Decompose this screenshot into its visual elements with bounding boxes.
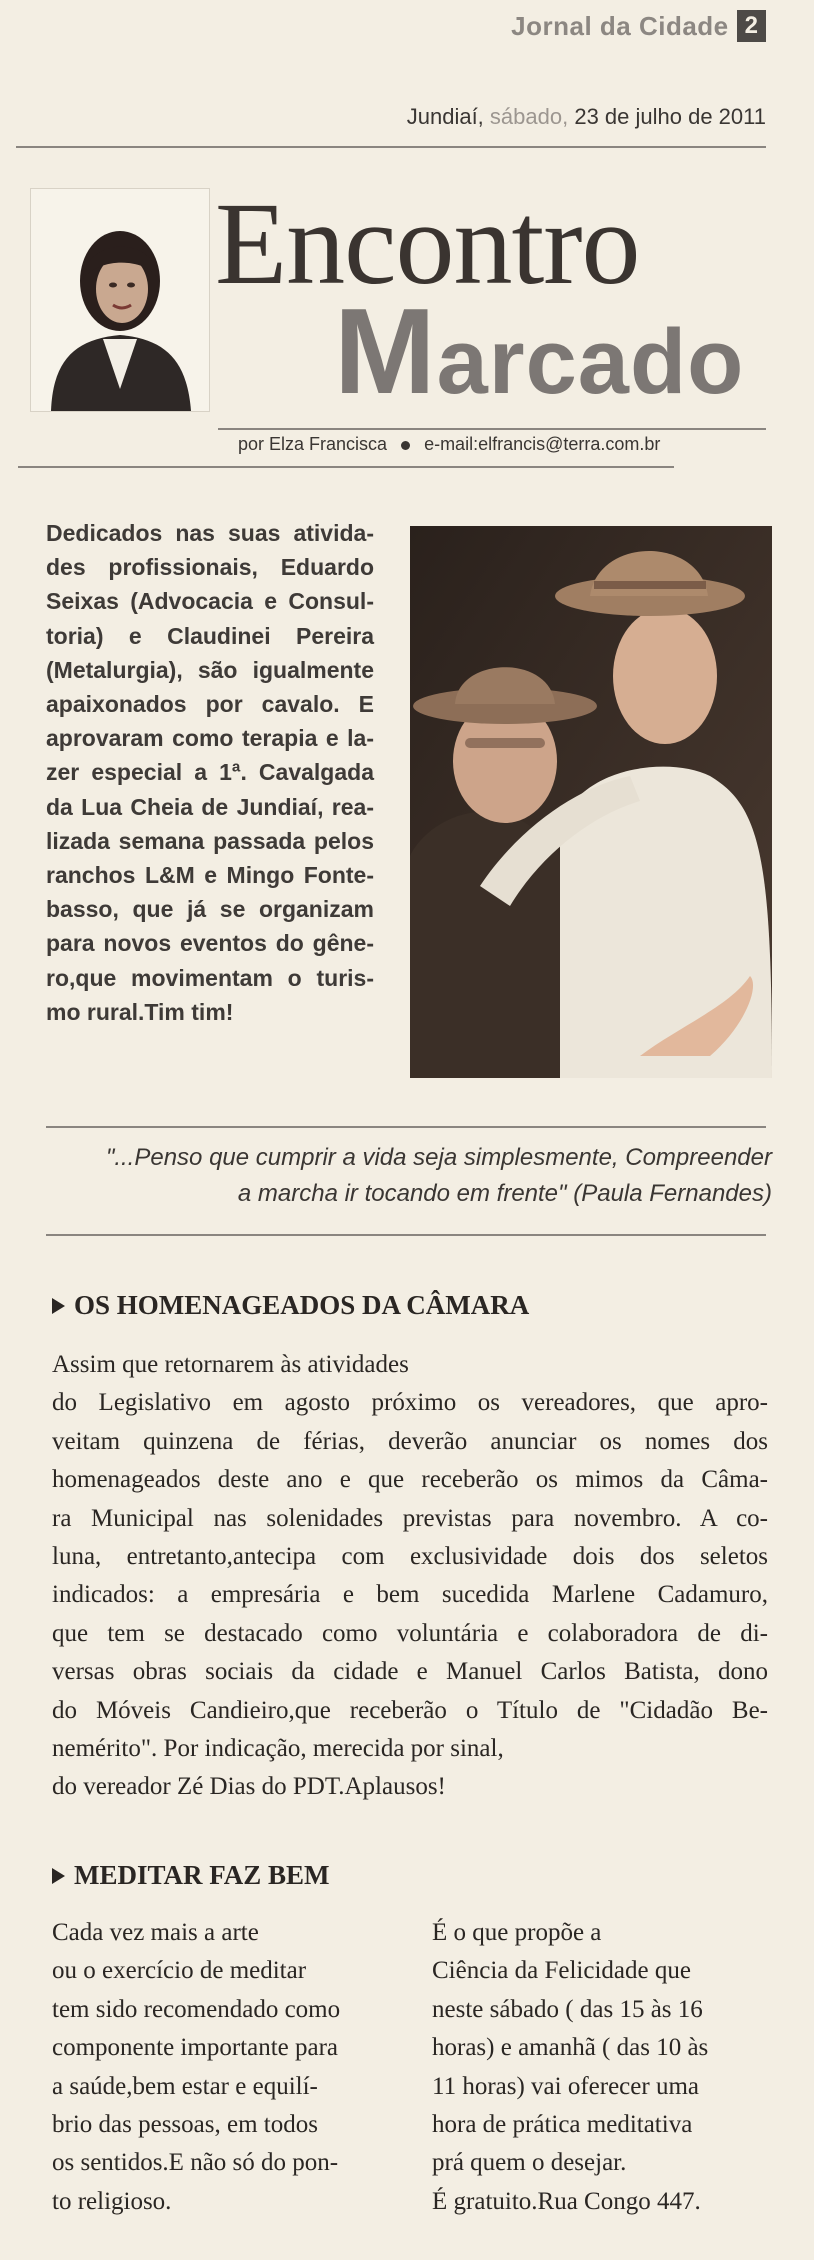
body-line: versas obras sociais da cidade e Manuel Carlos Batista, dono [52,1658,768,1686]
lead-line: para novos eventos do gêne- [46,930,374,957]
body-line: que tem se destacado como voluntária e colaboradora de di- [52,1619,768,1647]
body-line: do Legislativo em agosto próximo os vereadores, que apro- [52,1389,768,1417]
lead-line: Dedicados nas suas ativida- [46,520,374,546]
triangle-bullet-icon [52,1298,65,1314]
body-line: ou o exercício de meditar [52,1957,307,1985]
author-photo [30,188,210,412]
body-line: 11 horas) vai oferecer uma [432,2072,699,2100]
author-portrait-image [31,189,209,411]
lead-line: lizada semana passada pelos [46,827,374,854]
body-line: É gratuito.Rua Congo 447. [432,2187,701,2215]
byline-email[interactable]: e-mail:elfrancis@terra.com.br [424,434,661,454]
section-homenageados-body [52,1346,768,1807]
lead-line: basso, que já se organizam [46,896,374,923]
body-line: prá quem o desejar. [432,2149,627,2177]
dateline [407,104,766,130]
lead-line: ranchos L&M e Mingo Fonte- [46,862,374,889]
bullet-dot-icon [401,441,410,450]
lead-line: apaixonados por cavalo. E [46,691,374,718]
body-line: Assim que retornarem às atividades [52,1351,409,1378]
body-line: É o que propõe a [432,1919,602,1946]
quote-line-1: "...Penso que cumprir a vida seja simplesmente, Compreender [105,1144,772,1171]
column-title-encontro: Encontro [215,178,640,309]
body-line: neste sábado ( das 15 às 16 [432,1995,703,2023]
body-line: horas) e amanhã ( das 10 às [432,2034,709,2062]
body-line: tem sido recomendado como [52,1995,341,2023]
lead-line: toria) e Claudinei Pereira [46,622,374,649]
body-line: os sentidos.E não só do pon- [52,2149,339,2177]
header-rule [16,146,766,148]
body-line: brio das pessoas, em todos [52,2111,318,2139]
masthead [511,10,766,42]
body-line: luna, entretanto,antecipa com exclusividade dois dos seletos [52,1543,768,1571]
date-city: Jundiaí, [406,104,484,129]
byline [238,434,660,455]
lead-line: Seixas (Advocacia e Consul- [46,588,374,615]
section-title-meditar [52,1860,330,1891]
body-line: do vereador Zé Dias do PDT.Aplausos! [52,1773,446,1801]
date-weekday: sábado, [489,104,569,129]
triangle-bullet-icon [52,1868,65,1884]
section-meditar-left-column [52,1914,397,2221]
body-line: homenageados deste ano e que receberão os mimos da Câma- [52,1466,768,1494]
body-line: to religioso. [52,2187,172,2215]
body-line: hora de prática meditativa [432,2111,693,2139]
title-rest: arcado [436,311,745,413]
body-line: veitam quinzena de férias, deverão anunciar os nomes dos [52,1427,768,1455]
body-line: indicados: a empresária e bem sucedida Marlene Cadamuro, [52,1581,768,1609]
quote-rule-top [46,1126,766,1128]
lead-line: aprovaram como terapia e la- [46,725,374,752]
byline-rule-bottom [18,466,674,468]
body-line: a saúde,bem estar e equilí- [52,2072,318,2100]
quote-rule-bottom [46,1234,766,1236]
section-title-text: MEDITAR FAZ BEM [74,1860,330,1890]
lead-line: mo rural.Tim tim! [46,998,234,1025]
two-men-with-hats-image [410,526,772,1078]
body-line: Ciência da Felicidade que [432,1957,691,1985]
section-title-homenageados [52,1290,529,1321]
lead-paragraph [46,516,374,1029]
date-rest: 23 de julho de 2011 [574,104,766,129]
pull-quote [50,1140,772,1212]
lead-line: da Lua Cheia de Jundiaí, rea- [46,793,374,820]
body-line: nemérito". Por indicação, merecida por sinal, [52,1735,504,1763]
column-title-marcado [334,283,745,419]
lead-line: (Metalurgia), são igualmente [46,656,374,683]
newspaper-name: Jornal da Cidade [511,10,729,41]
lead-line: ro,que movimentam o turis- [46,964,374,991]
quote-line-2: a marcha ir tocando em frente" (Paula Fernandes) [237,1180,772,1207]
body-line: ra Municipal nas solenidades previstas para novembro. A co- [52,1504,768,1532]
section-title-text: OS HOMENAGEADOS DA CÂMARA [74,1290,530,1320]
event-photo [410,526,772,1078]
title-initial: M [334,283,437,419]
body-line: do Móveis Candieiro,que receberão o Título de "Cidadão Be- [52,1696,768,1724]
byline-author: por Elza Francisca [238,434,388,454]
section-meditar-right-column [432,1914,777,2221]
lead-line: des profissionais, Eduardo [46,554,374,581]
byline-rule-top [218,428,766,430]
body-line: componente importante para [52,2034,338,2062]
body-line: Cada vez mais a arte [52,1919,259,1946]
lead-line: zer especial a 1ª. Cavalgada [46,759,374,786]
page-number: 2 [737,10,766,42]
